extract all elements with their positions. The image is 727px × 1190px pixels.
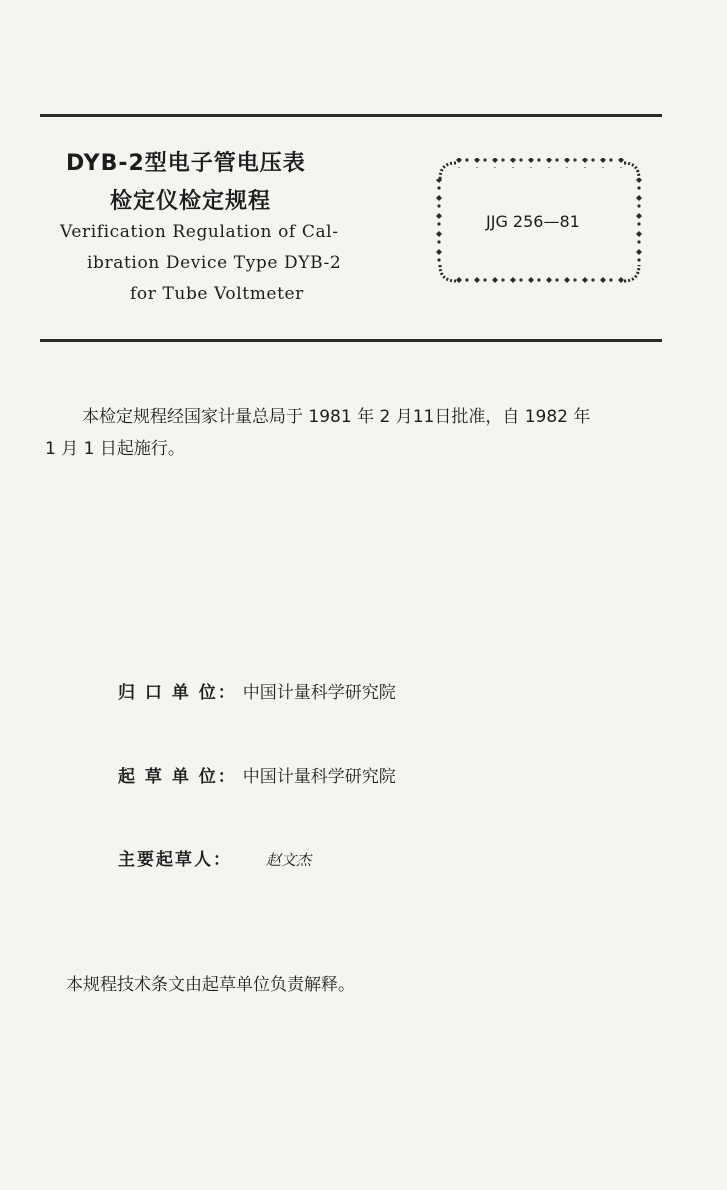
title-english-line-1: Verification Regulation of Cal-: [60, 222, 339, 242]
regulation-code-box: [434, 155, 646, 289]
main-drafter-label: 主要起草人：: [118, 850, 232, 870]
approval-text-line-1: 本检定规程经国家计量总局于 1981 年 2 月11日批准，自 1982 年: [82, 407, 591, 427]
drafting-unit-label: 起 草 单 位：: [118, 767, 237, 787]
drafting-unit-value: 中国计量科学研究院: [242, 767, 396, 787]
bottom-rule: [40, 339, 662, 342]
title-chinese-line-1: DYB-2型电子管电压表: [66, 151, 306, 176]
centralized-unit-value: 中国计量科学研究院: [242, 683, 396, 703]
regulation-code: JJG 256—81: [486, 212, 580, 231]
drafting-unit-row: [118, 762, 396, 787]
centralized-unit-row: [118, 678, 396, 703]
title-chinese-line-2: 检定仪检定规程: [110, 189, 272, 214]
interpretation-note: 本规程技术条文由起草单位负责解释。: [66, 975, 355, 995]
approval-text-line-2: 1 月 1 日起施行。: [45, 439, 185, 459]
main-drafter-row: [118, 845, 311, 870]
centralized-unit-label: 归 口 单 位：: [118, 683, 237, 703]
top-rule: [40, 114, 662, 117]
title-english-line-3: for Tube Voltmeter: [130, 284, 304, 304]
title-english-line-2: ibration Device Type DYB-2: [87, 253, 342, 273]
main-drafter-value: 赵文杰: [266, 851, 312, 869]
